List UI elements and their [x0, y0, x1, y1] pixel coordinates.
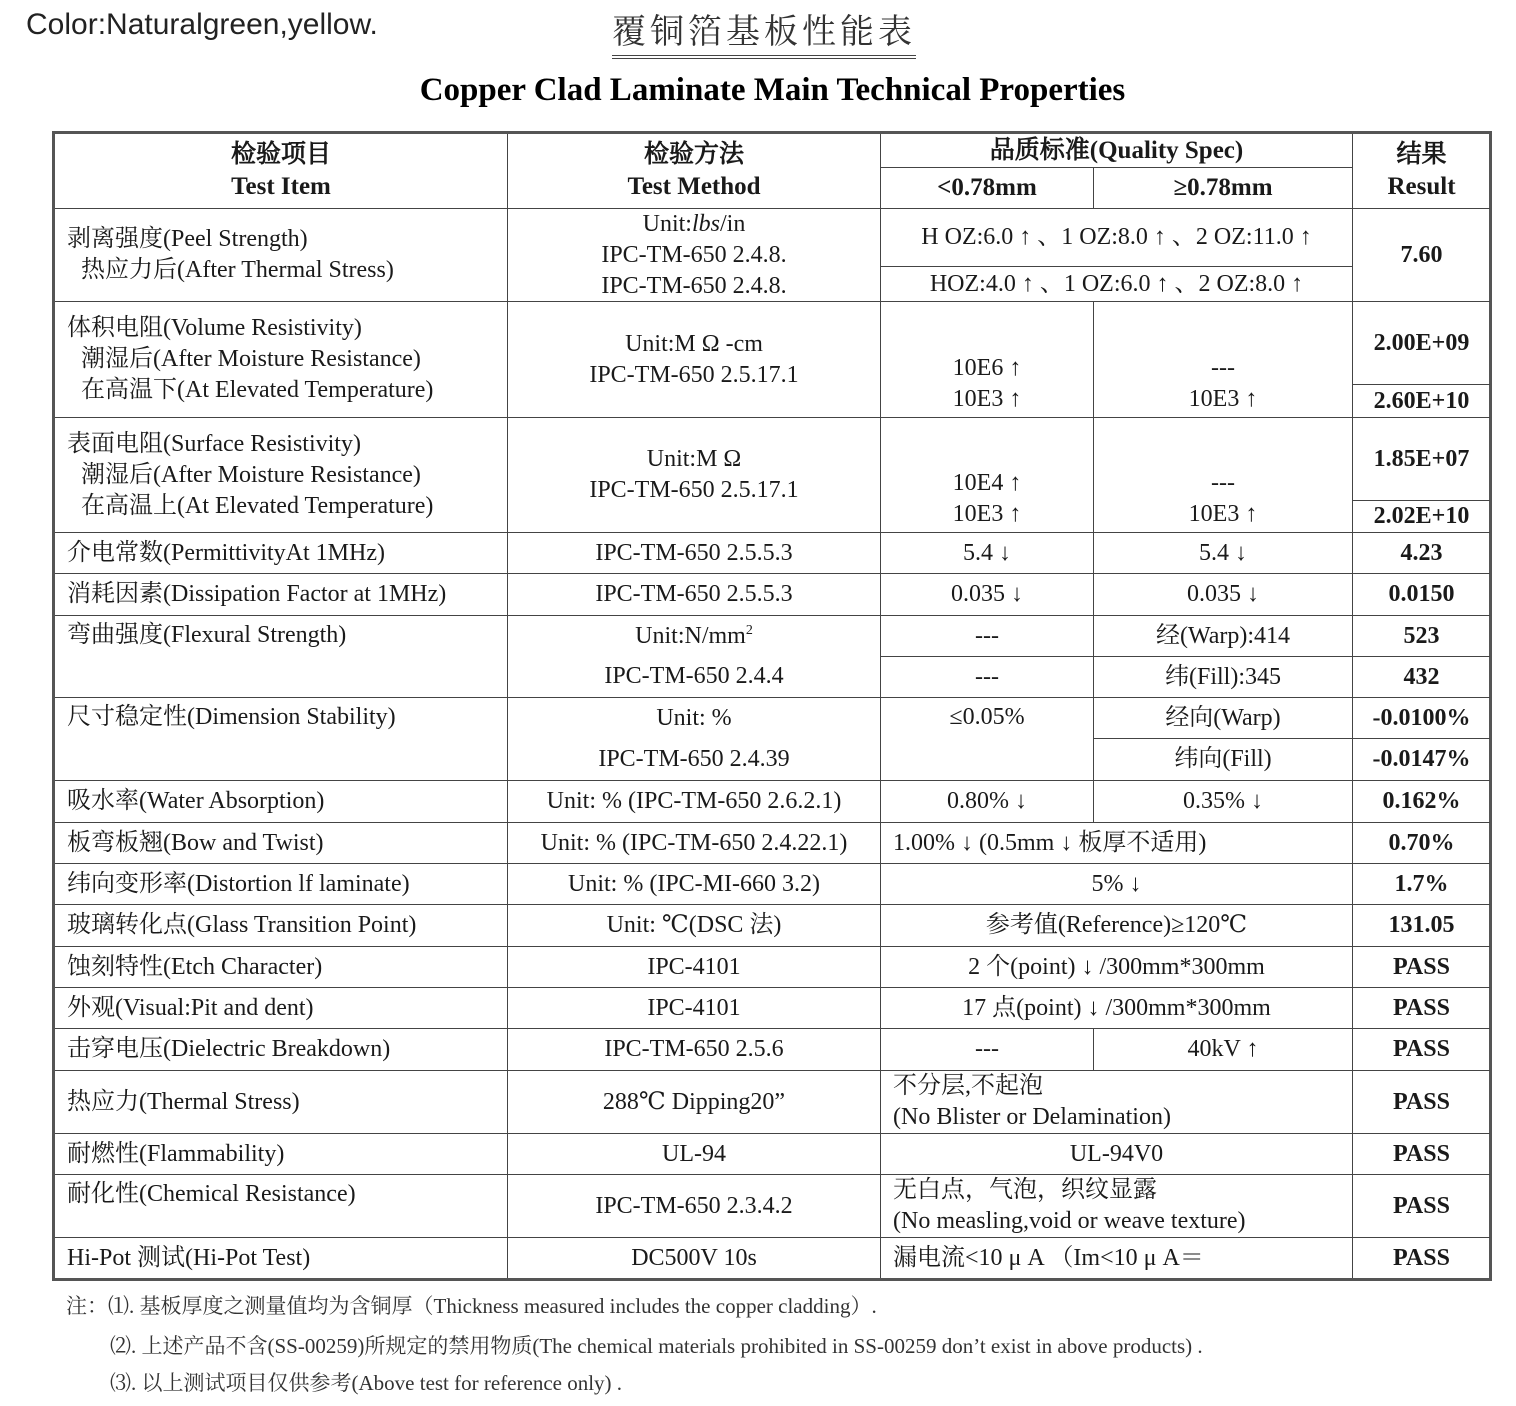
table-row-flammability-item [55, 1134, 508, 1175]
item-label: 消耗因素(Dissipation Factor at 1MHz) [67, 581, 447, 607]
spec-value: --- [975, 1036, 999, 1062]
table-row-visual-method [508, 988, 881, 1029]
spec-value: 不分层,不起泡 [893, 1073, 1043, 1099]
method-line: IPC-TM-650 2.5.5.3 [595, 581, 793, 607]
item-label: 弯曲强度(Flexural Strength) [67, 622, 347, 648]
table-row-peel-spec-2 [881, 267, 1353, 302]
table-row-bow-item [55, 823, 508, 864]
spec-value: 1.00% ↓ (0.5mm ↓ 板厚不适用) [893, 829, 1207, 856]
result-value: PASS [1393, 994, 1450, 1021]
spec-value: 40kV ↑ [1187, 1036, 1259, 1062]
page-title-cn: 覆铜箔基板性能表 [612, 4, 916, 59]
spec-value: 漏电流<10 μ A （Im<10 μ A＝ [893, 1244, 1204, 1271]
spec-value: (No Blister or Delamination) [893, 1104, 1171, 1130]
item-label: 尺寸稳定性(Dimension Stability) [67, 704, 396, 730]
table-row-permittivity-spec-ge [1094, 533, 1353, 574]
table-row-bow-method [508, 823, 881, 864]
table-row-dimension-result-2 [1353, 739, 1490, 781]
table-row-glass-method [508, 905, 881, 947]
table-row-etch-item [55, 947, 508, 988]
table-row-surface-method [508, 418, 881, 533]
table-row-dielectric-item [55, 1029, 508, 1071]
method-line: IPC-TM-650 2.5.6 [604, 1036, 784, 1062]
spec-value: 10E6 ↑ [952, 355, 1022, 381]
item-sublabel: 潮湿后(After Moisture Resistance) [81, 461, 421, 488]
table-row-dimension-method [508, 698, 881, 781]
table-row-glass-spec [881, 905, 1353, 947]
method-line: IPC-TM-650 2.4.39 [598, 746, 790, 772]
spec-value: 10E4 ↑ [952, 470, 1022, 496]
header-quality-spec-label: 品质标准(Quality Spec) [989, 136, 1244, 164]
item-sublabel: 潮湿后(After Moisture Resistance) [81, 346, 421, 372]
result-value: 4.23 [1400, 539, 1443, 566]
header-test-method-cn: 检验方法 [643, 141, 744, 168]
table-row-etch-method [508, 947, 881, 988]
method-line: IPC-4101 [647, 994, 741, 1021]
page-title-en: Copper Clad Laminate Main Technical Properties [419, 72, 1126, 108]
table-row-surface-result-1 [1353, 418, 1490, 501]
result-value: 131.05 [1388, 912, 1455, 938]
table-row-flexural-spec-ge-1 [1094, 616, 1353, 657]
table-row-dimension-item [55, 698, 508, 781]
method-unit: Unit:lbs/in [642, 210, 746, 237]
table-row-hipot-spec [881, 1238, 1353, 1278]
table-row-hipot-item [55, 1238, 508, 1278]
item-label: 玻璃转化点(Glass Transition Point) [67, 912, 417, 938]
spec-value: 10E3 ↑ [952, 501, 1022, 527]
result-value: 0.70% [1388, 829, 1455, 856]
table-row-distortion-item [55, 864, 508, 905]
header-result-cn: 结果 [1396, 141, 1447, 168]
table-row-dimension-spec-lt [881, 698, 1094, 781]
table-row-chemical-item [55, 1175, 508, 1238]
spec-value: 0.35% ↓ [1183, 788, 1263, 814]
table-row-dielectric-spec-ge [1094, 1029, 1353, 1071]
table-row-flammability-method [508, 1134, 881, 1175]
table-row-permittivity-result [1353, 533, 1490, 574]
method-line: IPC-TM-650 2.4.8. [601, 241, 787, 268]
spec-value: 经(Warp):414 [1155, 622, 1291, 649]
footnote-2: ⑵. 上述产品不含(SS-00259)所规定的禁用物质(The chemical materials prohibited in SS-00259 don’t exist in above products) . [110, 1334, 1203, 1358]
table-row-dimension-spec-ge-2 [1094, 739, 1353, 781]
spec-value: 17 点(point) ↓ /300mm*300mm [962, 994, 1271, 1021]
spec-value: (No measling,void or weave texture) [893, 1208, 1246, 1234]
spec-value: 10E3 ↑ [952, 386, 1022, 412]
spec-value: 参考值(Reference)≥120℃ [985, 912, 1248, 938]
footnote-1: 注：⑴. 基板厚度之测量值均为含铜厚（Thickness measured includes the copper cladding）. [66, 1294, 877, 1318]
spec-value: 10E3 ↑ [1188, 386, 1258, 412]
method-line: IPC-TM-650 2.4.4 [604, 663, 784, 690]
method-unit-sup: 2 [745, 622, 753, 638]
result-value: 2.02E+10 [1373, 503, 1470, 529]
table-row-chemical-spec [881, 1175, 1353, 1238]
item-label: 外观(Visual:Pit and dent) [67, 994, 314, 1021]
table-row-chemical-result [1353, 1175, 1490, 1238]
item-label: 体积电阻(Volume Resistivity) [67, 315, 362, 341]
table-row-hipot-method [508, 1238, 881, 1278]
table-row-flexural-spec-ge-2 [1094, 657, 1353, 698]
table-row-water-spec-lt [881, 781, 1094, 823]
result-value: -0.0100% [1372, 704, 1471, 731]
table-row-flexural-spec-lt-2 [881, 657, 1094, 698]
spec-value: 0.035 ↓ [951, 581, 1023, 607]
table-row-hipot-result [1353, 1238, 1490, 1278]
method-line: IPC-TM-650 2.5.17.1 [589, 361, 799, 388]
spec-value: 0.035 ↓ [1187, 581, 1259, 607]
table-row-volume-result-1 [1353, 302, 1490, 385]
item-label: 纬向变形率(Distortion lf laminate) [67, 870, 410, 897]
item-sublabel: 在高温下(At Elevated Temperature) [81, 377, 434, 403]
method-unit [635, 621, 753, 652]
table-row-permittivity-item [55, 533, 508, 574]
result-value: PASS [1393, 1244, 1450, 1271]
table-row-water-result [1353, 781, 1490, 823]
result-value: 0.162% [1382, 788, 1461, 814]
table-row-distortion-method [508, 864, 881, 905]
header-spec-ge [1094, 168, 1353, 209]
table-row-flammability-spec [881, 1134, 1353, 1175]
table-row-volume-spec-ge [1094, 302, 1353, 418]
table-row-dissipation-result [1353, 574, 1490, 616]
table-row-dissipation-item [55, 574, 508, 616]
table-row-surface-spec-lt [881, 418, 1094, 533]
table-row-surface-spec-ge [1094, 418, 1353, 533]
table-row-etch-spec [881, 947, 1353, 988]
table-row-dielectric-method [508, 1029, 881, 1071]
table-row-glass-item [55, 905, 508, 947]
header-result-en: Result [1387, 173, 1456, 200]
header-test-method-en: Test Method [627, 173, 761, 200]
result-value: 2.60E+10 [1373, 387, 1470, 414]
table-row-dimension-result-1 [1353, 698, 1490, 739]
table-row-chemical-method [508, 1175, 881, 1238]
header-quality-spec [881, 134, 1353, 168]
table-row-thermal-result [1353, 1071, 1490, 1134]
method-line: IPC-TM-650 2.5.17.1 [589, 477, 799, 503]
spec-value: 无白点，气泡，织纹显露 [893, 1177, 1157, 1203]
table-row-visual-result [1353, 988, 1490, 1029]
result-value: 523 [1403, 622, 1440, 649]
method-unit-text: Unit:N/mm [635, 622, 746, 649]
method-line: 288℃ Dipping20” [602, 1088, 786, 1115]
result-value: 0.0150 [1388, 581, 1455, 607]
table-row-glass-result [1353, 905, 1490, 947]
table-row-water-item [55, 781, 508, 823]
header-spec-ge-label: ≥0.78mm [1173, 174, 1273, 201]
method-line: IPC-4101 [647, 953, 741, 980]
table-row-peel-item [55, 209, 508, 302]
table-row-dielectric-spec-lt [881, 1029, 1094, 1071]
item-sublabel: 在高温上(At Elevated Temperature) [81, 492, 434, 519]
table-row-thermal-spec [881, 1071, 1353, 1134]
table-row-dissipation-spec-ge [1094, 574, 1353, 616]
item-label: 击穿电压(Dielectric Breakdown) [67, 1036, 391, 1062]
result-value: 1.7% [1394, 870, 1449, 897]
spec-value: 纬(Fill):345 [1164, 663, 1281, 690]
table-row-dissipation-method [508, 574, 881, 616]
item-label: 剥离强度(Peel Strength) [67, 226, 308, 252]
spec-value: 经向(Warp) [1165, 704, 1281, 731]
result-value: PASS [1393, 953, 1450, 980]
method-line: Unit:M Ω [646, 446, 742, 472]
result-value: -0.0147% [1372, 746, 1471, 772]
table-row-thermal-item [55, 1071, 508, 1134]
method-line: IPC-TM-650 2.3.4.2 [595, 1192, 793, 1219]
header-spec-lt-label: <0.78mm [937, 174, 1037, 201]
header-spec-lt [881, 168, 1094, 209]
item-label: 耐燃性(Flammability) [67, 1140, 285, 1167]
table-row-bow-result [1353, 823, 1490, 864]
table-row-water-method [508, 781, 881, 823]
method-line: Unit: % (IPC-TM-650 2.6.2.1) [546, 788, 842, 814]
table-row-thermal-method [508, 1071, 881, 1134]
table-row-volume-item [55, 302, 508, 418]
result-value: 1.85E+07 [1373, 445, 1470, 472]
spec-value: 5.4 ↓ [963, 539, 1011, 566]
item-label: 板弯板翘(Bow and Twist) [67, 829, 324, 856]
result-value: 7.60 [1400, 241, 1443, 268]
header-test-method [508, 134, 881, 209]
table-row-etch-result [1353, 947, 1490, 988]
spec-value: --- [1211, 355, 1235, 381]
method-line: Unit: % (IPC-MI-660 3.2) [568, 870, 820, 897]
result-value: PASS [1393, 1088, 1450, 1115]
result-value: 2.00E+09 [1373, 329, 1470, 356]
spec-value: 5% ↓ [1091, 870, 1142, 897]
item-label: 热应力(Thermal Stress) [67, 1088, 300, 1115]
table-row-distortion-spec [881, 864, 1353, 905]
spec-value: --- [1211, 470, 1235, 496]
table-row-visual-spec [881, 988, 1353, 1029]
table-row-permittivity-method [508, 533, 881, 574]
spec-value: --- [975, 622, 999, 649]
table-row-water-spec-ge [1094, 781, 1353, 823]
table-row-volume-result-2 [1353, 385, 1490, 418]
footnote-3: ⑶. 以上测试项目仅供参考(Above test for reference only) . [110, 1371, 623, 1395]
spec-value: H OZ:6.0 ↑ 、1 OZ:8.0 ↑ 、2 OZ:11.0 ↑ [921, 224, 1312, 250]
method-line: Unit: % [656, 705, 732, 731]
table-row-peel-result [1353, 209, 1490, 302]
table-row-flexural-result-2 [1353, 657, 1490, 698]
header-test-item-cn: 检验项目 [230, 141, 331, 168]
table-row-dielectric-result [1353, 1029, 1490, 1071]
method-line: IPC-TM-650 2.5.5.3 [595, 539, 793, 566]
item-label: 蚀刻特性(Etch Character) [67, 953, 323, 980]
item-label: 表面电阻(Surface Resistivity) [67, 430, 361, 457]
method-line: IPC-TM-650 2.4.8. [601, 272, 787, 299]
table-row-permittivity-spec-lt [881, 533, 1094, 574]
properties-table [52, 131, 1492, 1281]
spec-value: ≤0.05% [949, 704, 1025, 730]
table-row-surface-item [55, 418, 508, 533]
table-row-bow-spec [881, 823, 1353, 864]
result-value: PASS [1393, 1036, 1450, 1062]
spec-value: 2 个(point) ↓ /300mm*300mm [968, 953, 1265, 980]
spec-value: 纬向(Fill) [1174, 746, 1272, 772]
spec-value: 5.4 ↓ [1199, 539, 1247, 566]
spec-value: UL-94V0 [1069, 1140, 1164, 1167]
table-row-dissipation-spec-lt [881, 574, 1094, 616]
item-label: 耐化性(Chemical Resistance) [67, 1181, 356, 1207]
method-line: Unit:M Ω -cm [625, 330, 763, 357]
table-row-flexural-spec-lt-1 [881, 616, 1094, 657]
header-test-item [55, 134, 508, 209]
table-row-flammability-result [1353, 1134, 1490, 1175]
table-row-flexural-item [55, 616, 508, 698]
item-label: 介电常数(PermittivityAt 1MHz) [67, 539, 385, 566]
spec-value: 0.80% ↓ [947, 788, 1027, 814]
table-row-volume-method [508, 302, 881, 418]
method-line: Unit: % (IPC-TM-650 2.4.22.1) [540, 829, 848, 856]
header-result [1353, 134, 1490, 209]
method-line: DC500V 10s [631, 1244, 757, 1271]
table-row-dimension-spec-ge-1 [1094, 698, 1353, 739]
table-row-peel-spec-1 [881, 209, 1353, 267]
table-row-flexural-method [508, 616, 881, 698]
spec-value: HOZ:4.0 ↑ 、1 OZ:6.0 ↑ 、2 OZ:8.0 ↑ [929, 270, 1304, 297]
item-label: 吸水率(Water Absorption) [67, 788, 325, 814]
result-value: 432 [1403, 663, 1440, 690]
item-label: Hi-Pot 测试(Hi-Pot Test) [67, 1244, 311, 1271]
spec-value: 10E3 ↑ [1188, 501, 1258, 527]
item-sublabel: 热应力后(After Thermal Stress) [81, 257, 394, 283]
result-value: PASS [1393, 1192, 1450, 1219]
table-row-flexural-result-1 [1353, 616, 1490, 657]
table-row-distortion-result [1353, 864, 1490, 905]
method-line: Unit: ℃(DSC 法) [606, 912, 782, 938]
method-line: UL-94 [662, 1140, 726, 1167]
spec-value: --- [975, 663, 999, 690]
header-test-item-en: Test Item [231, 173, 331, 200]
table-row-volume-spec-lt [881, 302, 1094, 418]
table-row-visual-item [55, 988, 508, 1029]
table-row-peel-method [508, 209, 881, 302]
result-value: PASS [1393, 1140, 1450, 1167]
table-row-surface-result-2 [1353, 501, 1490, 533]
color-note: Color:Naturalgreen,yellow. [26, 8, 378, 41]
